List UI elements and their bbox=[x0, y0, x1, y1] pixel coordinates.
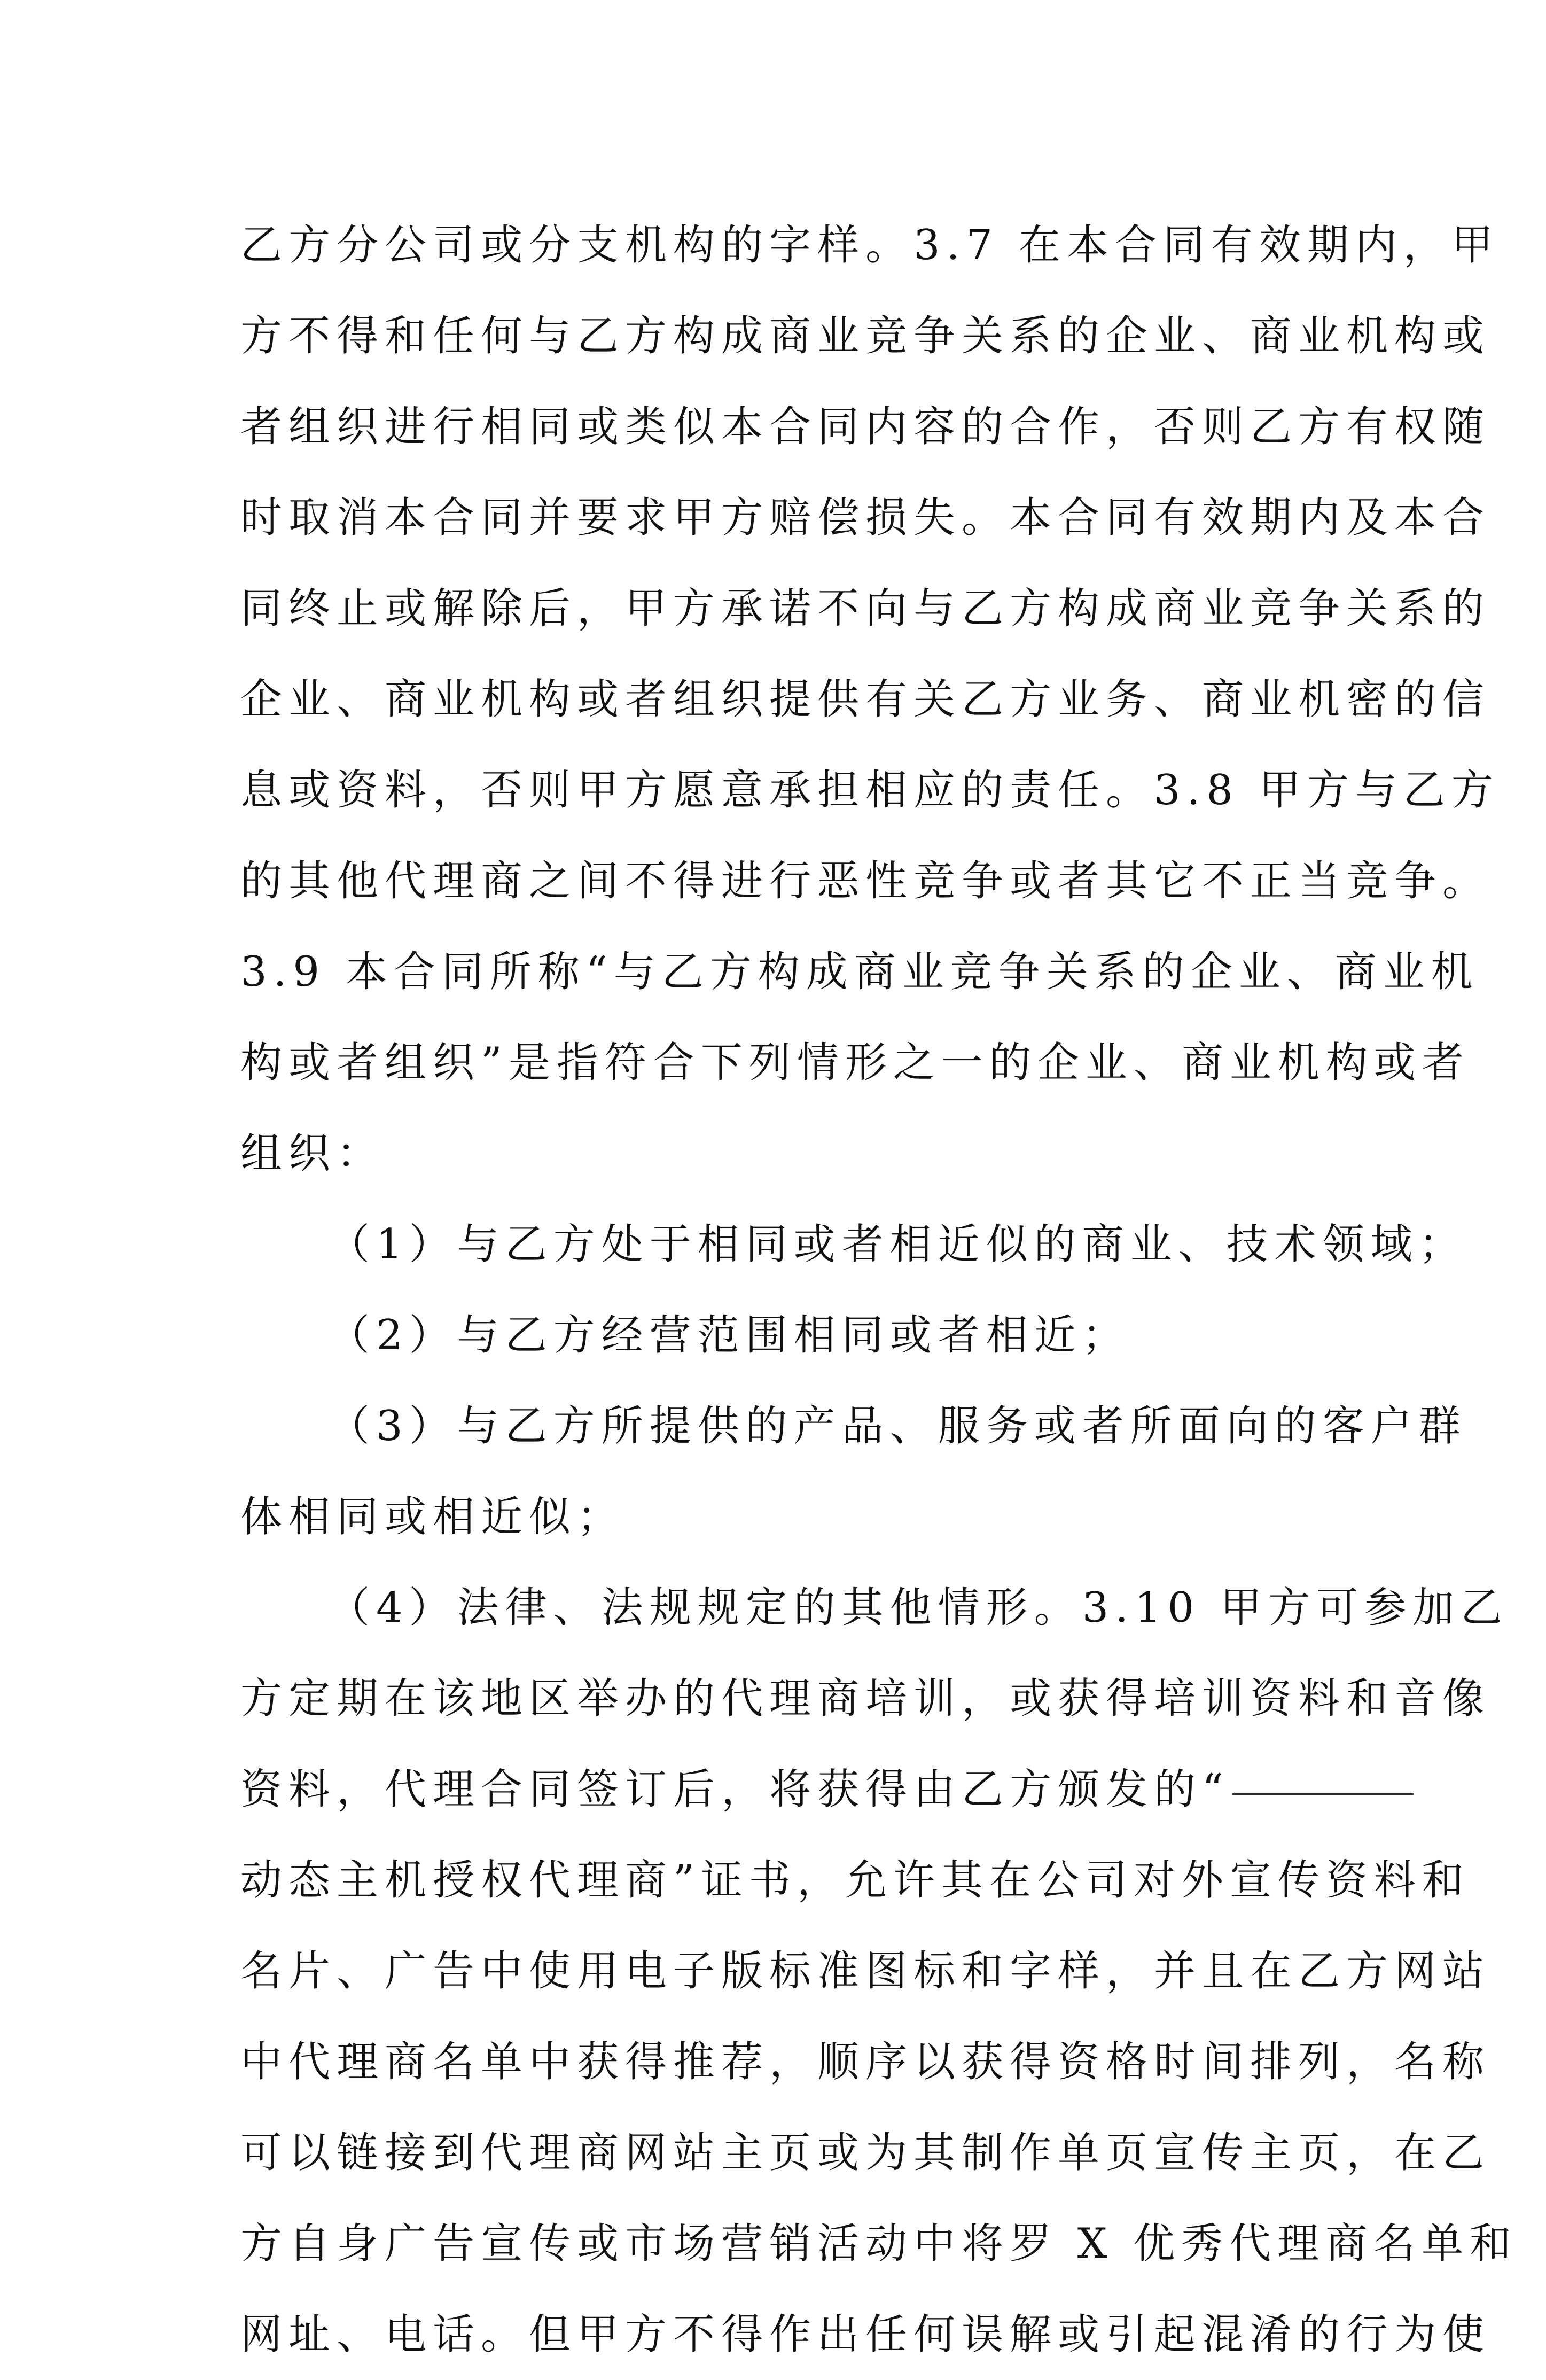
text-line: 组织： bbox=[240, 1130, 385, 1178]
text-line: 同终止或解除后，甲方承诺不向与乙方构成商业竞争关系的 bbox=[240, 585, 1491, 633]
text-line: 乙方分公司或分支机构的字样。3.7 在本合同有效期内，甲 bbox=[240, 221, 1500, 269]
list-item: （1）与乙方处于相同或者相近似的商业、技术领域； bbox=[328, 1220, 1467, 1269]
text-line-with-blank bbox=[240, 1744, 1325, 1835]
text-line: 时取消本合同并要求甲方赔偿损失。本合同有效期内及本合 bbox=[240, 494, 1491, 542]
text-line: 网址、电话。但甲方不得作出任何误解或引起混淆的行为使 bbox=[240, 2311, 1491, 2359]
text-line: 可以链接到代理商网站主页或为其制作单页宣传主页，在乙 bbox=[240, 2129, 1491, 2177]
text-line: 体相同或相近似； bbox=[240, 1493, 626, 1541]
text-segment: 资料，代理合同签订后，将获得由乙方颁发的“ bbox=[240, 1765, 1230, 1814]
text-line: 方不得和任何与乙方构成商业竞争关系的企业、商业机构或 bbox=[240, 312, 1491, 360]
list-item: （2）与乙方经营范围相同或者相近； bbox=[328, 1311, 1130, 1359]
fill-in-blank bbox=[1232, 1790, 1414, 1795]
list-item: （4）法律、法规规定的其他情形。3.10 甲方可参加乙 bbox=[328, 1584, 1509, 1632]
text-line: 名片、广告中使用电子版标准图标和字样，并且在乙方网站 bbox=[240, 1947, 1491, 1995]
text-line: 方定期在该地区举办的代理商培训，或获得培训资料和音像 bbox=[240, 1675, 1491, 1723]
list-item: （3）与乙方所提供的产品、服务或者所面向的客户群 bbox=[328, 1402, 1467, 1450]
text-line: 方自身广告宣传或市场营销活动中将罗 X 优秀代理商名单和 bbox=[240, 2220, 1518, 2268]
text-line: 者组织进行相同或类似本合同内容的合作，否则乙方有权随 bbox=[240, 403, 1491, 451]
text-line: 中代理商名单中获得推荐，顺序以获得资格时间排列，名称 bbox=[240, 2038, 1491, 2086]
text-line: 构或者组织”是指符合下列情形之一的企业、商业机构或者 bbox=[240, 1039, 1470, 1087]
text-line: 3.9 本合同所称“与乙方构成商业竞争关系的企业、商业机 bbox=[240, 948, 1479, 996]
text-line: 企业、商业机构或者组织提供有关乙方业务、商业机密的信 bbox=[240, 675, 1491, 724]
document-body bbox=[240, 200, 1518, 2380]
text-line: 的其他代理商之间不得进行恶性竞争或者其它不正当竞争。 bbox=[240, 857, 1491, 905]
text-line: 息或资料，否则甲方愿意承担相应的责任。3.8 甲方与乙方 bbox=[240, 766, 1500, 814]
text-line: 动态主机授权代理商”证书，允许其在公司对外宣传资料和 bbox=[240, 1856, 1470, 1904]
